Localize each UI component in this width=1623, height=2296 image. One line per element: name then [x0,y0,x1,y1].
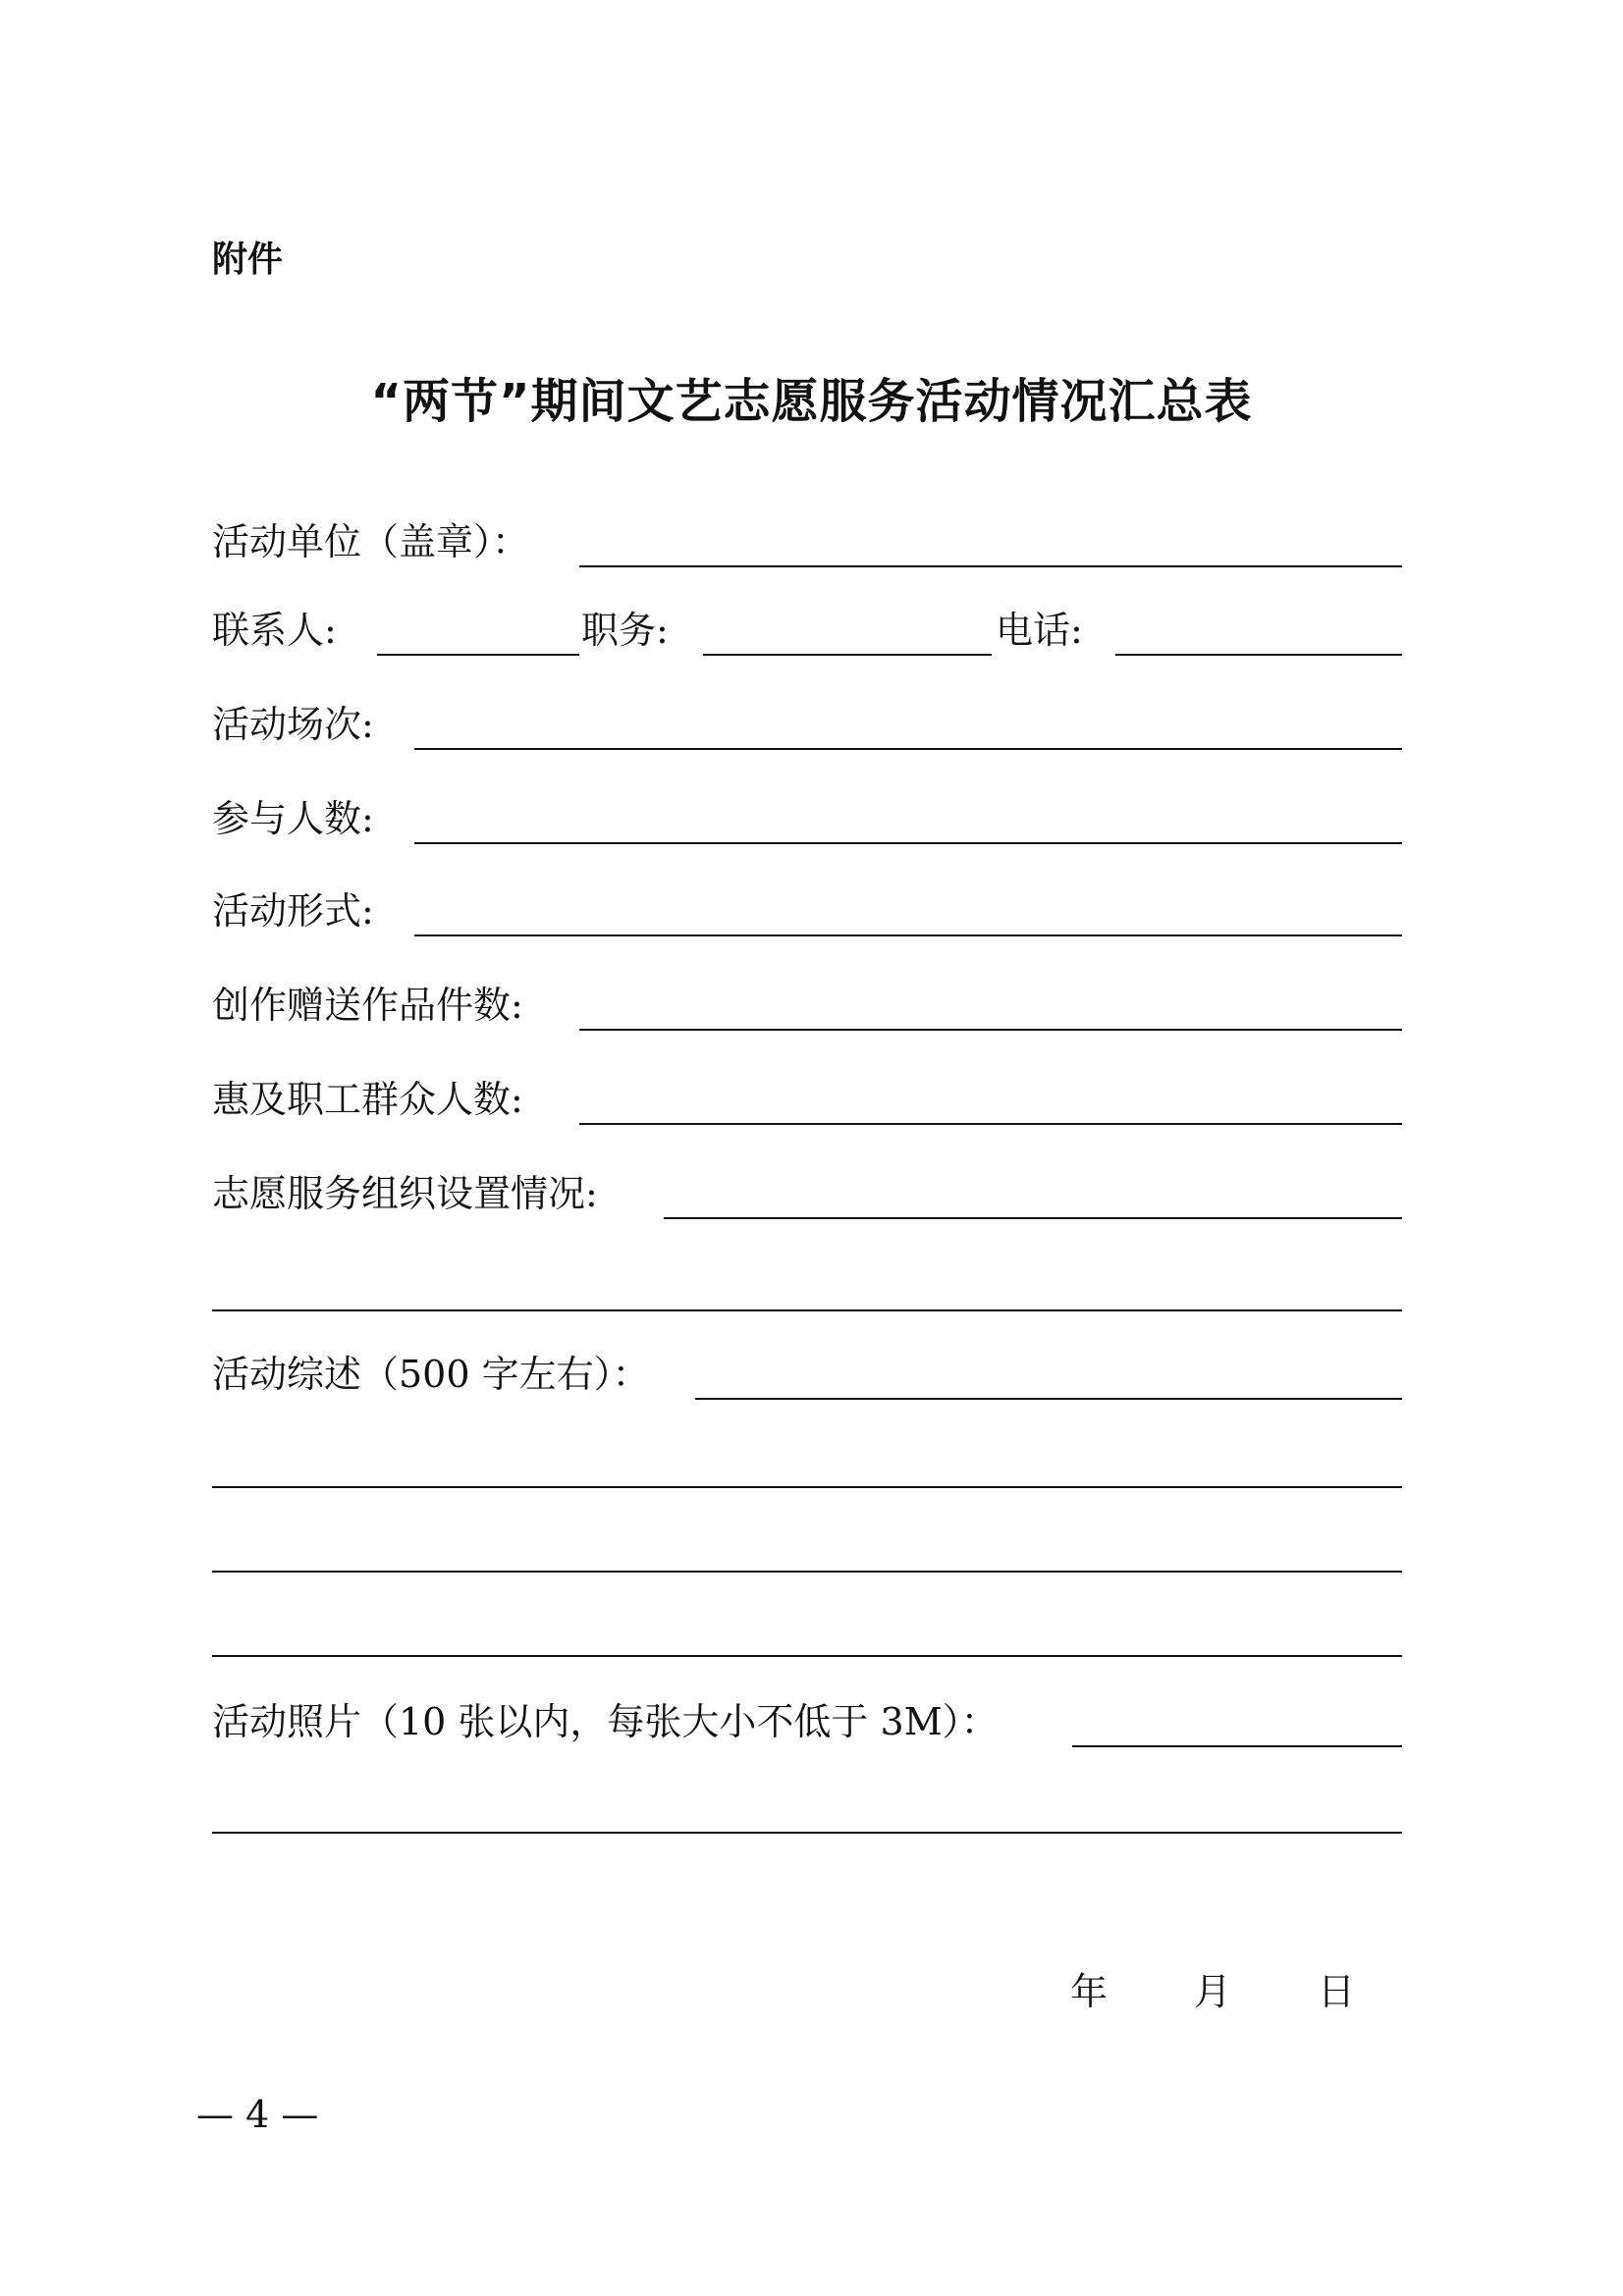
summary-line-2[interactable] [212,1571,1402,1573]
summary-blank[interactable] [695,1396,1402,1400]
beneficiaries-blank[interactable] [579,1121,1402,1125]
format-row [212,887,1402,936]
participants-label: 参与人数: [212,797,374,840]
beneficiaries-row [212,1076,1402,1125]
works-label: 创作赠送作品件数: [212,984,523,1027]
date-day: 日 [1318,1970,1356,2013]
photos-label: 活动照片（10 张以内，每张大小不低于 3M）： [212,1700,999,1743]
summary-line-3[interactable] [212,1655,1402,1657]
org-row [212,1170,1402,1219]
unit-blank[interactable] [579,563,1402,567]
date-month: 月 [1194,1970,1232,2013]
photos-extra-line[interactable] [212,1832,1402,1834]
sessions-row [212,701,1402,750]
contact-label: 联系人: [212,609,337,652]
unit-row [212,518,1402,567]
org-extra-line[interactable] [212,1309,1402,1311]
position-label: 职务: [581,609,669,652]
attachment-label: 附件 [212,240,284,280]
phone-blank[interactable] [1115,654,1402,656]
document-title: “两节”期间文艺志愿服务活动情况汇总表 [370,374,1253,429]
unit-label: 活动单位（盖章）： [212,520,530,563]
page-number: — 4 — [196,2093,319,2136]
contact-row [212,607,1402,656]
format-blank[interactable] [414,933,1402,936]
summary-line-1[interactable] [212,1486,1402,1488]
participants-row [212,795,1402,844]
beneficiaries-label: 惠及职工群众人数: [212,1078,523,1121]
phone-label: 电话: [996,609,1083,652]
format-label: 活动形式: [212,889,374,933]
contact-blank[interactable] [377,654,579,656]
works-blank[interactable] [579,1027,1402,1031]
participants-blank[interactable] [414,840,1402,844]
sessions-blank[interactable] [414,746,1402,750]
org-blank[interactable] [664,1215,1402,1219]
org-label: 志愿服务组织设置情况: [212,1172,598,1215]
works-row [212,982,1402,1031]
photos-blank[interactable] [1072,1743,1402,1747]
position-blank[interactable] [703,654,992,656]
summary-label: 活动综述（500 字左右）： [212,1353,650,1396]
summary-row [212,1351,1402,1400]
date-year: 年 [1070,1970,1109,2013]
sessions-label: 活动场次: [212,703,374,746]
photos-row [212,1698,1402,1747]
